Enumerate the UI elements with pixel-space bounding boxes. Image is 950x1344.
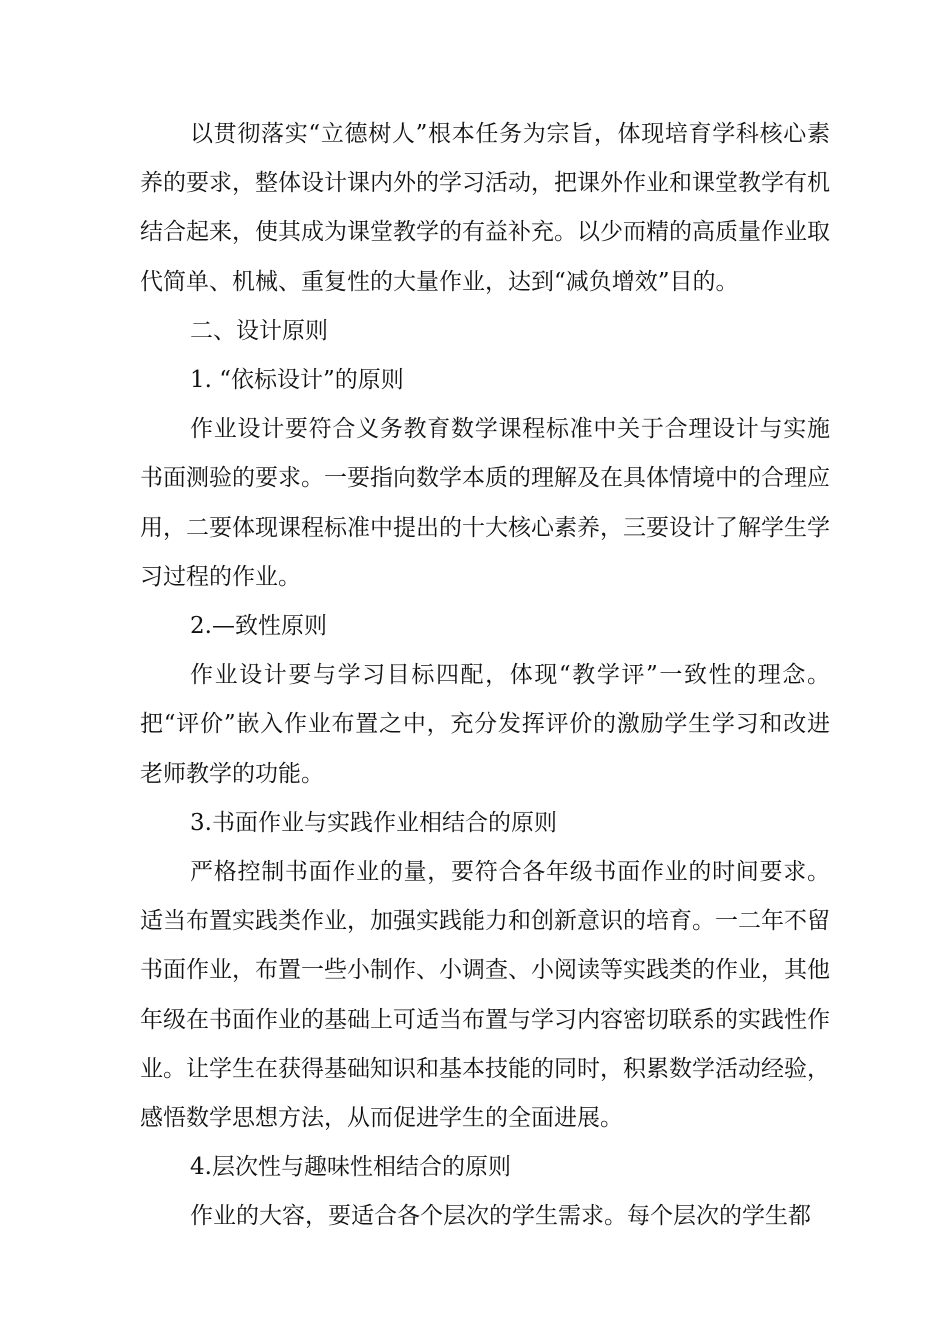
principle-3-paragraph: 严格控制书面作业的量，要符合各年级书面作业的时间要求。适当布置实践类作业，加强实践能力和创新意识的培育。一二年不留书面作业，布置一些小制作、小调查、小阅读等实践类的作业，其他年级在书面作业的基础上可适当布置与学习内容密切联系的实践性作业。让学生在获得基础知识和基本技能的同时，积累数学活动经验，感悟数学思想方法，从而促进学生的全面进展。 xyxy=(140,859,830,1132)
principle-1-heading: 1. “依标设计”的原则 xyxy=(190,367,404,394)
principle-1-paragraph: 作业设计要符合义务教育数学课程标准中关于合理设计与实施书面测验的要求。一要指向数学本质的理解及在具体情境中的合理应用，二要体现课程标准中提出的十大核心素养，三要设计了解学生学习过程的作业。 xyxy=(140,416,830,590)
principle-3-heading: 3.书面作业与实践作业相结合的原则 xyxy=(190,809,557,836)
principle-2-paragraph: 作业设计要与学习目标四配，体现“教学评”一致性的理念。把“评价”嵌入作业布置之中，充分发挥评价的激励学生学习和改进老师教学的功能。 xyxy=(140,662,830,787)
document-page xyxy=(140,110,830,1242)
principle-4-paragraph: 作业的大容，要适合各个层次的学生需求。每个层次的学生都 xyxy=(190,1203,811,1230)
principle-4-heading: 4.层次性与趣味性相结合的原则 xyxy=(190,1154,511,1181)
principle-2-heading: 2.—致性原则 xyxy=(190,613,327,640)
intro-paragraph: 以贯彻落实“立德树人”根本任务为宗旨，体现培育学科核心素养的要求，整体设计课内外的学习活动，把课外作业和课堂教学有机结合起来，使其成为课堂教学的有益补充。以少而精的高质量作业取代简单、机械、重复性的大量作业，达到“减负增效”目的。 xyxy=(140,121,830,295)
section-heading-design-principles: 二、设计原则 xyxy=(190,317,328,344)
